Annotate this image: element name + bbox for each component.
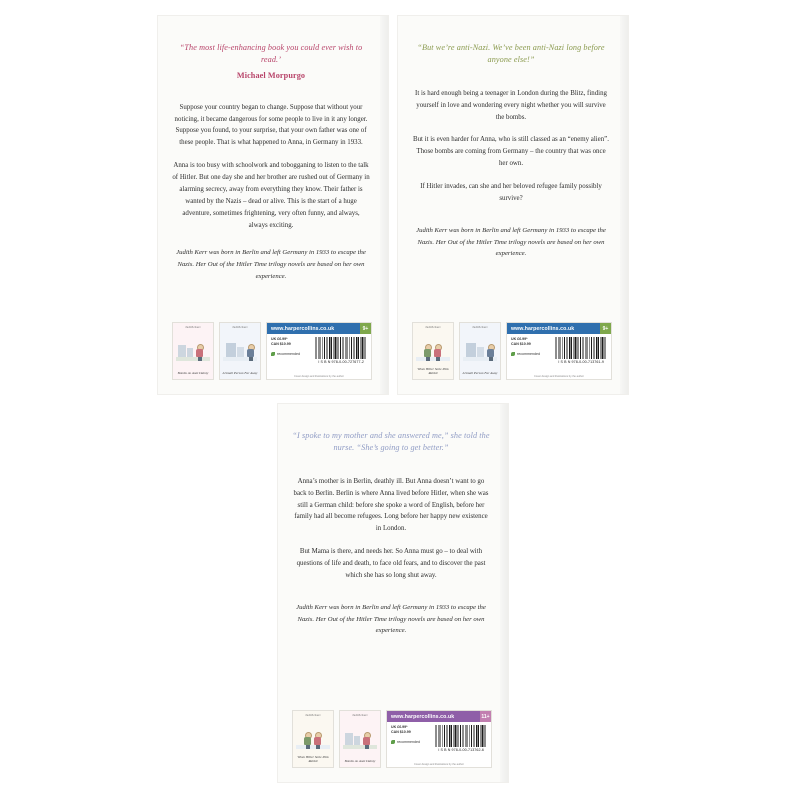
author-bio-text: Judith Kerr was born in Berlin and left Germany in 1933 to escape the Nazis. Her Out of the Hitler Time trilogy novels are based on her own experience. — [296, 603, 486, 635]
blurb-paragraph: It is hard enough being a teenager in London during the Blitz, finding yourself in love and wondering every night whether you will survive the bombs. — [415, 89, 607, 121]
isbn-barcode-panel — [506, 322, 612, 380]
cover-credit: Cover design and illustrations by the author — [414, 763, 464, 766]
thumbnail-title: A Small Person Far Away — [222, 371, 258, 376]
thumbnail-title: When Hitler Stole Pink Rabbit — [297, 755, 329, 764]
recommendation-mark — [391, 740, 431, 745]
publisher-url[interactable]: www.harpercollins.co.uk — [507, 323, 611, 334]
barcode-icon — [555, 337, 607, 359]
related-book-thumbnail[interactable] — [459, 322, 501, 380]
thumbnail-author: Judith Kerr — [185, 325, 201, 329]
isbn-panel-body — [387, 722, 491, 767]
thumbnail-illustration — [343, 719, 377, 749]
thumbnail-title: Bombs on Aunt Dainty — [177, 371, 209, 376]
thumbnail-title: Bombs on Aunt Dainty — [344, 759, 376, 764]
blurb-paragraph: Anna’s mother is in Berlin, deathly ill. But Anna doesn’t want to go back to Berlin. Berlin is where Anna lived before Hitler, when she was still a German child: before she spoke a word of English, before her family had all become refugees. Long before her happy new existence in London. — [293, 477, 489, 533]
author-bio — [172, 247, 370, 282]
author-bio — [292, 602, 490, 637]
cover-credit: Cover design and illustrations by the author — [294, 375, 344, 378]
author-bio-text: Judith Kerr was born in Berlin and left Germany in 1933 to escape the Nazis. Her Out of the Hitler Time trilogy novels are based on her own experience. — [176, 249, 366, 280]
leaf-icon — [511, 352, 515, 356]
isbn-number: I S B N 978-0-00-727677-2 — [318, 360, 364, 364]
thumbnail-author: Judith Kerr — [305, 713, 321, 717]
thumbnail-author: Judith Kerr — [425, 325, 441, 329]
author-bio — [412, 225, 610, 260]
price-can: CAN $10.99 — [511, 342, 531, 347]
related-book-thumbnail[interactable] — [219, 322, 261, 380]
blurb-paragraph: But it is even harder for Anna, who is still classed as an “enemy alien”. Those bombs are coming from Germany – the country that was once her own. — [413, 136, 609, 168]
price-uk: UK £6.99* — [511, 337, 528, 341]
price-column — [271, 337, 311, 379]
cover-quote — [412, 42, 610, 66]
book-back-cover-a-small-person-far-away — [278, 404, 508, 782]
price-uk: UK £6.99* — [271, 337, 288, 341]
barcode-column — [435, 725, 487, 767]
isbn-panel-body — [507, 334, 611, 379]
recommendation-mark — [511, 352, 551, 357]
cover-blurb — [172, 102, 370, 232]
related-book-thumbnail[interactable] — [412, 322, 454, 380]
cover-quote — [292, 430, 490, 454]
related-book-thumbnail[interactable] — [172, 322, 214, 380]
age-rating-badge: 11+ — [480, 711, 491, 722]
price-column — [511, 337, 551, 379]
thumbnail-title: When Hitler Stole Pink Rabbit — [417, 367, 449, 376]
thumbnail-author: Judith Kerr — [232, 325, 248, 329]
thumbnail-title: A Small Person Far Away — [462, 371, 498, 376]
recommendation-label: recommended — [517, 351, 540, 356]
thumbnail-author: Judith Kerr — [472, 325, 488, 329]
price-can: CAN $10.99 — [271, 342, 291, 347]
cover-bottom-strip — [412, 322, 612, 380]
blurb-paragraph: But Mama is there, and needs her. So Anna must go – to deal with questions of life and death, to face old fears, and to discover the past which she has so long shut away. — [296, 548, 486, 579]
book-back-cover-when-hitler-stole-pink-rabbit — [158, 16, 388, 394]
thumbnail-illustration — [176, 331, 210, 361]
related-book-thumbnail[interactable] — [339, 710, 381, 768]
barcode-column — [555, 337, 607, 379]
leaf-icon — [391, 740, 395, 744]
quote-text: “The most life-enhancing book you could ever wish to read.’ — [179, 43, 363, 64]
cover-credit: Cover design and illustrations by the author — [534, 375, 584, 378]
thumbnail-illustration — [296, 719, 330, 749]
blurb-paragraph: Anna is too busy with schoolwork and tobogganing to listen to the talk of Hitler. But one day she and her brother are rushed out of Germany in alarming secrecy, away from everything they know. Their father is wanted by the Nazis – dead or alive. This is the start of a huge adventure, sometimes frightening, very often funny, and always, always exciting. — [172, 162, 370, 229]
publisher-url[interactable]: www.harpercollins.co.uk — [267, 323, 371, 334]
publisher-url[interactable]: www.harpercollins.co.uk — [387, 711, 491, 722]
isbn-number: I S B N 978-0-00-713762-6 — [438, 748, 484, 752]
thumbnail-illustration — [463, 331, 497, 361]
quote-text: “But we’re anti-Nazi. We’ve been anti-Nazi long before anyone else!” — [417, 43, 605, 64]
isbn-barcode-panel — [266, 322, 372, 380]
isbn-number: I S B N 978-0-00-713761-9 — [558, 360, 604, 364]
thumbnail-author: Judith Kerr — [352, 713, 368, 717]
blurb-paragraph: Suppose your country began to change. Suppose that without your noticing, it became dangerous for some people to live in it any longer. Suppose you found, to your surprise, that your own father was one of these people. That is what happened to Anna, in Germany in 1933. — [174, 103, 368, 147]
quote-text: “I spoke to my mother and she answered me,” she told the nurse. “She’s going to get better.” — [292, 431, 490, 452]
barcode-icon — [435, 725, 487, 747]
book-back-cover-bombs-on-aunt-dainty — [398, 16, 628, 394]
author-bio-text: Judith Kerr was born in Berlin and left Germany in 1933 to escape the Nazis. Her Out of the Hitler Time trilogy novels are based on her own experience. — [416, 226, 606, 258]
leaf-icon — [271, 352, 275, 356]
age-rating-badge: 9+ — [600, 323, 611, 334]
blurb-paragraph: If Hitler invades, can she and her beloved refugee family possibly survive? — [420, 183, 602, 202]
isbn-panel-body — [267, 334, 371, 379]
isbn-barcode-panel — [386, 710, 492, 768]
cover-quote — [172, 42, 370, 82]
cover-bottom-strip — [292, 710, 492, 768]
barcode-column — [315, 337, 367, 379]
age-rating-badge: 9+ — [360, 323, 371, 334]
cover-bottom-strip — [172, 322, 372, 380]
barcode-icon — [315, 337, 367, 359]
cover-blurb — [412, 88, 610, 205]
cover-blurb — [292, 476, 490, 582]
thumbnail-illustration — [223, 331, 257, 361]
thumbnail-illustration — [416, 331, 450, 361]
price-can: CAN $10.99 — [391, 730, 411, 735]
quote-attribution: Michael Morpurgo — [236, 70, 306, 80]
recommendation-mark — [271, 352, 311, 357]
price-uk: UK £6.99* — [391, 725, 408, 729]
recommendation-label: recommended — [277, 351, 300, 356]
recommendation-label: recommended — [397, 739, 420, 744]
related-book-thumbnail[interactable] — [292, 710, 334, 768]
price-column — [391, 725, 431, 767]
